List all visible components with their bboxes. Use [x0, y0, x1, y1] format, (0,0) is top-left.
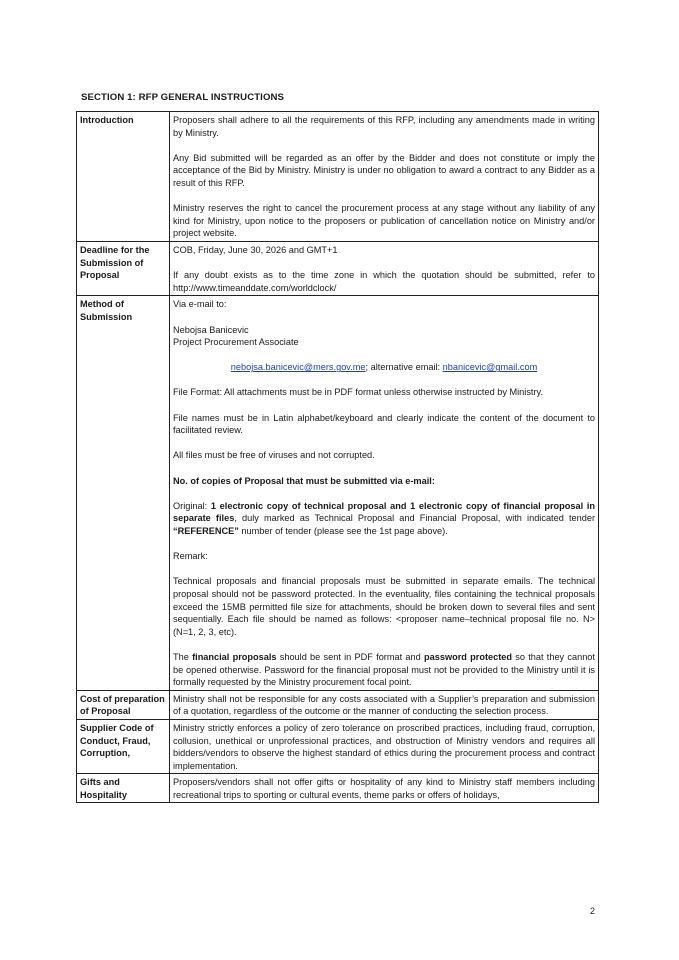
row-label-method: Method of Submission	[77, 296, 170, 690]
row-content-gifts	[170, 774, 599, 803]
instructions-table	[76, 111, 599, 803]
page-number: 2	[590, 906, 596, 916]
section-title: SECTION 1: RFP GENERAL INSTRUCTIONS	[81, 92, 285, 103]
paragraph: Remark:	[173, 551, 208, 562]
row-content-introduction	[170, 112, 599, 242]
paragraph: File Format: All attachments must be in PDF format unless otherwise instructed by Ministry.	[173, 387, 544, 398]
copies-heading-text: No. of copies of Proposal that must be submitted via e-mail:	[173, 475, 435, 486]
row-label-introduction: Introduction	[77, 112, 170, 242]
contact-role: Project Procurement Associate	[173, 337, 299, 348]
paragraph: Proposers/vendors shall not offer gifts or hospitality of any kind to Ministry staff members including recreational trips to sporting or cultural events, theme parks or offers of holidays,	[173, 777, 595, 800]
row-label-deadline: Deadline for the Submission of Proposal	[77, 241, 170, 295]
table-row	[77, 774, 599, 803]
paragraph: Technical proposals and financial proposals must be submitted in separate emails. The technical proposal should not be password protected. In the eventuality, files containing the technical proposals exceed the 15MB permitted file size for attachments, should be broken down to several files and sent sequentially. Each file should be named as follows: <proposer name–technical proposal file no. N> (N=1, 2, 3, etc).	[173, 576, 595, 637]
paragraph: File names must be in Latin alphabet/keyboard and clearly indicate the content of the document to facilitated review.	[173, 412, 595, 436]
table-row	[77, 719, 599, 773]
text-span: should be sent in PDF format and	[276, 651, 425, 662]
text-span: , duly marked as Technical Proposal and Financial Proposal, with indicated tender	[234, 513, 596, 524]
paragraph	[173, 500, 595, 538]
copies-heading	[173, 475, 595, 488]
paragraph: COB, Friday, June 30, 2026 and GMT+1	[173, 244, 338, 255]
text-span: so that they cannot be opened otherwise. Password for the financial proposal must not be provided to the Ministry until it is formally requested by the Ministry procurement focal point.	[173, 651, 595, 688]
table-row	[77, 241, 599, 295]
email-separator-text: ; alternative email:	[365, 362, 443, 373]
paragraph: Proposers shall adhere to all the requirements of this RFP, including any amendments made in writing by Ministry.	[173, 115, 595, 138]
paragraph: All files must be free of viruses and not corrupted.	[173, 450, 375, 461]
row-content-cost	[170, 690, 599, 719]
paragraph: Any Bid submitted will be regarded as an offer by the Bidder and does not constitute or imply the acceptance of the Bid by Ministry. Ministry is under no obligation to award a contract to any Bidder as a result of this RFP.	[173, 152, 595, 188]
paragraph	[173, 651, 595, 689]
bold-span: “REFERENCE”	[173, 526, 239, 536]
table-row	[77, 112, 599, 242]
row-label-cost: Cost of preparation of Proposal	[77, 690, 170, 719]
email-line	[173, 361, 595, 374]
bold-span: password protected	[424, 651, 513, 662]
row-content-conduct	[170, 719, 599, 773]
text-span: The	[173, 651, 193, 662]
paragraph: Ministry strictly enforces a policy of zero tolerance on proscribed practices, including fraud, corruption, collusion, unethical or unprofessional practices, and obstruction of Ministry vendors and requires all bidders/vendors to observe the highest standard of ethics during the procurement process and contract implementation.	[173, 722, 595, 771]
bold-span: financial proposals	[192, 651, 277, 662]
row-content-deadline	[170, 241, 599, 295]
paragraph: Via e-mail to:	[173, 299, 227, 310]
row-label-conduct: Supplier Code of Conduct, Fraud, Corruption,	[77, 719, 170, 773]
paragraph: If any doubt exists as to the time zone in which the quotation should be submitted, refer to http://www.timeanddate.com/worldclock/	[173, 270, 595, 293]
paragraph: Ministry reserves the right to cancel the procurement process at any stage without any liability of any kind for Ministry, upon notice to the proposers or publication of cancellation notice on Ministry and/or project website.	[173, 203, 595, 239]
table-row	[77, 296, 599, 690]
table-row	[77, 690, 599, 719]
contact-name: Nebojsa Banicevic	[173, 324, 249, 335]
text-span: number of tender (please see the 1st page above).	[238, 526, 448, 536]
email-link-alternative[interactable]: nbanicevic@gmail.com	[442, 362, 538, 373]
email-link-primary[interactable]: nebojsa.banicevic@mers.gov.me	[230, 362, 366, 373]
bold-span: 1 electronic copy of technical proposal and 1 electronic copy of financial proposal in separate files	[173, 500, 595, 524]
row-label-gifts: Gifts and Hospitality	[77, 774, 170, 803]
paragraph: Ministry shall not be responsible for any costs associated with a Supplier’s preparation and submission of a quotation, regardless of the outcome or the manner of conducting the selection process.	[173, 693, 595, 717]
row-content-method	[170, 296, 599, 690]
text-span: Original:	[173, 500, 211, 511]
